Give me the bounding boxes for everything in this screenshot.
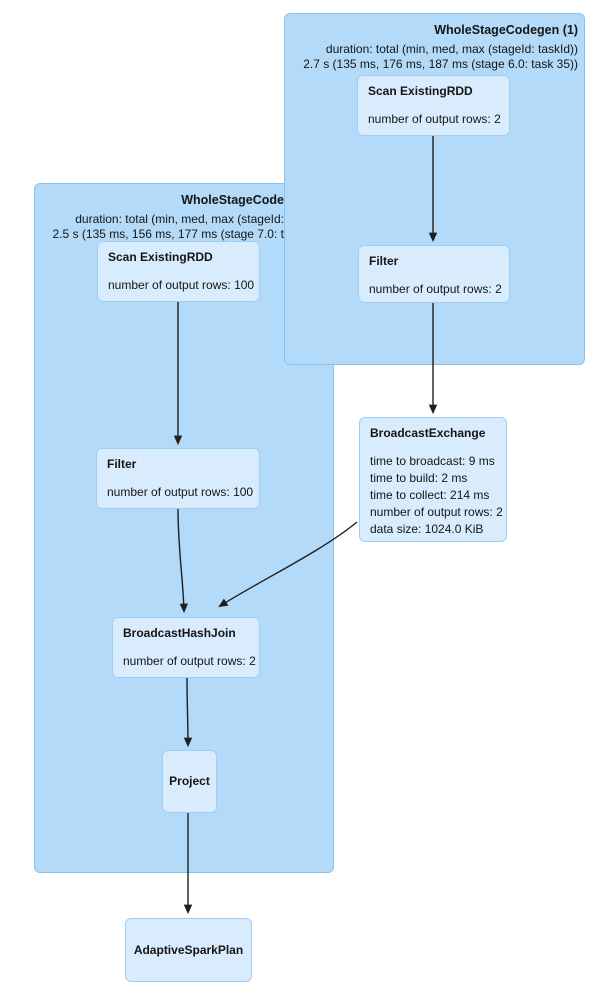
node-metric: number of output rows: 100 (107, 485, 254, 499)
cluster-duration-line1: duration: total (min, med, max (stageId: (75, 212, 284, 226)
node-metric: time to collect: 214 ms (370, 488, 490, 502)
node-metric: number of output rows: 2 (123, 654, 256, 668)
node-title: Filter (107, 457, 137, 471)
node-title: AdaptiveSparkPlan (133, 942, 244, 957)
node-filter-1 (358, 245, 510, 303)
node-metric: data size: 1024.0 KiB (370, 522, 484, 536)
cluster-duration-line2: 2.7 s (135 ms, 176 ms, 187 ms (stage 6.0: task 35)) (303, 57, 578, 71)
cluster-wholestagecodegen-2-label (35, 193, 284, 242)
node-metric: time to broadcast: 9 ms (370, 454, 495, 468)
cluster-wholestagecodegen-1-label (285, 23, 578, 72)
node-title: Filter (369, 254, 399, 268)
node-filter-2 (96, 448, 260, 509)
node-scan-existingrdd-1 (357, 75, 510, 136)
node-title: BroadcastExchange (370, 426, 486, 440)
node-title: Project (169, 774, 210, 788)
node-project (162, 750, 217, 813)
node-title: BroadcastHashJoin (123, 626, 236, 640)
cluster-title: WholeStageCodegen (1) (434, 23, 578, 37)
node-broadcastexchange (359, 417, 507, 542)
node-title: Scan ExistingRDD (108, 250, 213, 264)
node-title: Scan ExistingRDD (368, 84, 473, 98)
cluster-title: WholeStageCode (181, 193, 284, 207)
cluster-duration-line1: duration: total (min, med, max (stageId: taskId)) (325, 42, 578, 56)
node-metric: number of output rows: 2 (370, 505, 503, 519)
node-metric: time to build: 2 ms (370, 471, 468, 485)
cluster-duration-line2: 2.5 s (135 ms, 156 ms, 177 ms (stage 7.0: t (52, 227, 284, 241)
node-scan-existingrdd-2 (97, 241, 260, 302)
node-metric: number of output rows: 2 (369, 282, 502, 296)
node-broadcasthashjoin (112, 617, 260, 678)
node-metric: number of output rows: 2 (368, 112, 501, 126)
cluster-wholestagecodegen-1 (284, 13, 585, 365)
node-metric: number of output rows: 100 (108, 278, 255, 292)
node-adaptivesparkplan (125, 918, 252, 982)
